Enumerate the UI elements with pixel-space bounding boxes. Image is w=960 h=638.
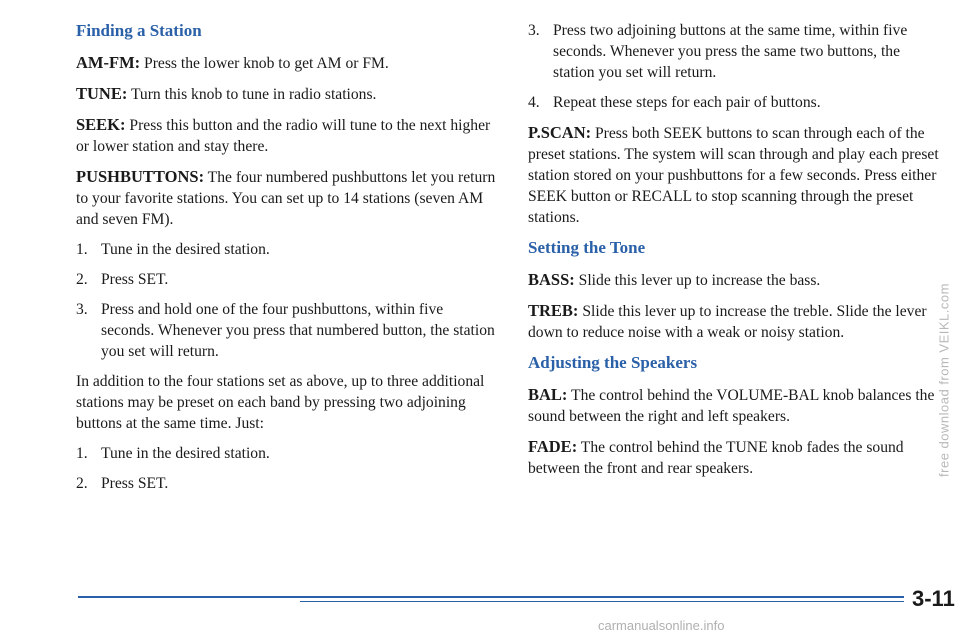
page-number: 3-11 bbox=[912, 586, 955, 611]
list-item: 1. Tune in the desired station. bbox=[76, 241, 270, 258]
treb-paragraph: TREB: Slide this lever up to increase the treble. Slide the lever down to reduce noise with a weak or noisy station. bbox=[528, 301, 927, 341]
section-title-setting-tone: Setting the Tone bbox=[528, 238, 646, 257]
list-item: 2. Press SET. bbox=[76, 271, 169, 288]
section-title-finding-station: Finding a Station bbox=[76, 21, 202, 40]
list-item: 4. Repeat these steps for each pair of buttons. bbox=[528, 94, 821, 111]
pushbuttons-paragraph: PUSHBUTTONS: The four numbered pushbuttons let you return to your favorite stations. You can set up to 14 stations (seven AM and seven FM). bbox=[76, 167, 496, 228]
seek-paragraph: SEEK: Press this button and the radio will tune to the next higher or lower station and stay there. bbox=[76, 115, 491, 155]
am-fm-paragraph: AM-FM: Press the lower knob to get AM or FM. bbox=[76, 53, 389, 72]
footer-rule-thin bbox=[300, 601, 904, 602]
list-item: 3. Press and hold one of the four pushbuttons, within five seconds. Whenever you press that numbered button, the station you set will return. bbox=[76, 301, 495, 360]
tune-paragraph: TUNE: Turn this knob to tune in radio stations. bbox=[76, 84, 377, 103]
fade-paragraph: FADE: The control behind the TUNE knob fades the sound between the front and rear speakers. bbox=[528, 437, 904, 477]
footer-rule bbox=[78, 596, 904, 598]
bottom-watermark: carmanualsonline.info bbox=[598, 618, 725, 633]
list-item: 1. Tune in the desired station. bbox=[76, 445, 270, 462]
list-item: 3. Press two adjoining buttons at the same time, within five seconds. Whenever you press the same two buttons, the station you set will return. bbox=[528, 22, 908, 81]
pscan-paragraph: P.SCAN: Press both SEEK buttons to scan through each of the preset stations. The system will scan through and play each preset station stored on your pushbuttons for a few seconds. Press either SEEK button or RECALL to stop scanning through the preset stations. bbox=[528, 123, 939, 226]
bass-paragraph: BASS: Slide this lever up to increase the bass. bbox=[528, 270, 821, 289]
side-watermark: free download from VEIKL.com bbox=[936, 283, 952, 477]
bal-paragraph: BAL: The control behind the VOLUME-BAL knob balances the sound between the right and left speakers. bbox=[528, 385, 935, 425]
left-column bbox=[76, 20, 496, 503]
right-column bbox=[528, 20, 940, 488]
section-title-adjusting-speakers: Adjusting the Speakers bbox=[528, 353, 698, 372]
list-item: 2. Press SET. bbox=[76, 475, 169, 492]
addition-paragraph: In addition to the four stations set as above, up to three additional stations may be preset on each band by pressing two adjoining buttons at the same time. Just: bbox=[76, 373, 485, 432]
